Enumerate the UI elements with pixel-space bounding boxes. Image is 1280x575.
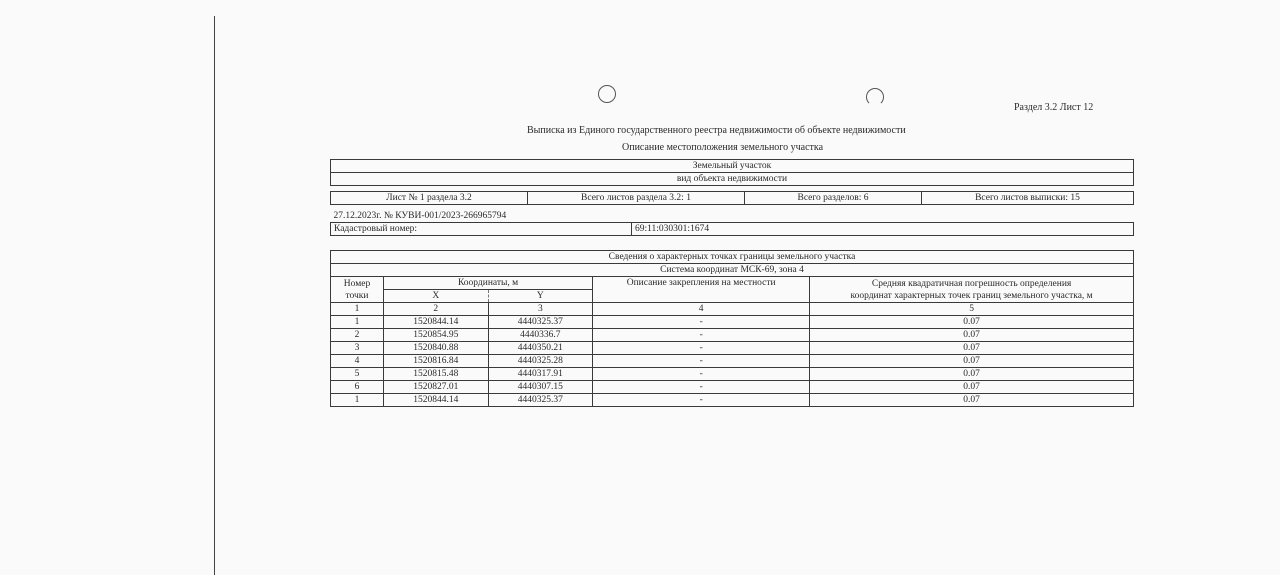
point-number: 1 [331,316,384,329]
point-number: 1 [331,394,384,407]
sheet-info-table [330,191,1134,205]
point-y: 4440317.91 [488,368,593,381]
point-error: 0.07 [810,368,1134,381]
document-title: Выписка из Единого государственного реестра недвижимости об объекте недвижимости [527,125,906,136]
point-y: 4440325.37 [488,316,593,329]
col-number: 4 [593,303,810,316]
cadastral-label: Кадастровый номер: [331,223,632,236]
object-type: Земельный участок [331,160,1134,173]
point-y: 4440325.37 [488,394,593,407]
object-type-caption: вид объекта недвижимости [331,173,1134,186]
point-x: 1520815.48 [384,368,489,381]
header-point-number [331,277,384,303]
table-row [331,368,1134,381]
point-y: 4440350.21 [488,342,593,355]
point-error: 0.07 [810,342,1134,355]
points-caption: Сведения о характерных точках границы земельного участка [331,251,1134,264]
header-error [810,277,1134,303]
point-error: 0.07 [810,355,1134,368]
col-number: 1 [331,303,384,316]
header-error-line1: Средняя квадратичная погрешность определения [871,278,1072,289]
header-coordinates-label: Координаты, м [384,277,592,290]
point-y: 4440307.15 [488,381,593,394]
section-sheet-label: Раздел 3.2 Лист 12 [1014,102,1094,113]
table-row [331,342,1134,355]
point-y: 4440336.7 [488,329,593,342]
point-y: 4440325.28 [488,355,593,368]
point-error: 0.07 [810,394,1134,407]
total-sheets-extract: Всего листов выписки: 15 [922,192,1134,205]
document-reference: 27.12.2023г. № КУВИ-001/2023-266965794 [331,210,1134,223]
col-number: 3 [488,303,593,316]
point-number: 3 [331,342,384,355]
header-description: Описание закрепления на местности [593,277,810,303]
point-error: 0.07 [810,329,1134,342]
document-subtitle: Описание местоположения земельного участка [622,142,824,153]
col-number: 2 [384,303,489,316]
punch-hole-left [598,85,616,103]
header-x: X [432,291,440,301]
header-y: Y [488,290,593,302]
point-description: - [593,342,810,355]
point-number: 4 [331,355,384,368]
point-x: 1520844.14 [384,316,489,329]
column-numbers-row [331,303,1134,316]
point-number: 5 [331,368,384,381]
cadastral-number: 69:11:030301:1674 [632,223,1134,236]
point-number: 2 [331,329,384,342]
table-row [331,381,1134,394]
table-row [331,316,1134,329]
point-x: 1520844.14 [384,394,489,407]
table-row [331,394,1134,407]
point-x: 1520827.01 [384,381,489,394]
table-row [331,329,1134,342]
col-number: 5 [810,303,1134,316]
points-table [330,250,1134,407]
point-description: - [593,381,810,394]
total-sections: Всего разделов: 6 [745,192,922,205]
punch-hole-right [866,88,884,106]
header-point-number-line1: Номер [343,278,371,289]
point-x: 1520854.95 [384,329,489,342]
point-error: 0.07 [810,316,1134,329]
total-sheets-section: Всего листов раздела 3.2: 1 [528,192,745,205]
point-error: 0.07 [810,381,1134,394]
header-error-line2: координат характерных точек границ земельного участка, м [850,290,1093,301]
point-description: - [593,368,810,381]
point-x: 1520816.84 [384,355,489,368]
cadastral-table [330,210,1134,236]
header-point-number-line2: точки [345,290,369,301]
sheet-number: Лист № 1 раздела 3.2 [331,192,528,205]
point-description: - [593,355,810,368]
point-x: 1520840.88 [384,342,489,355]
table-row [331,355,1134,368]
header-coordinates [384,277,593,303]
point-description: - [593,316,810,329]
point-number: 6 [331,381,384,394]
point-description: - [593,394,810,407]
point-description: - [593,329,810,342]
object-type-table [330,159,1134,186]
page-edge-line [214,16,215,575]
coordinate-system: Система координат МСК-69, зона 4 [331,264,1134,277]
